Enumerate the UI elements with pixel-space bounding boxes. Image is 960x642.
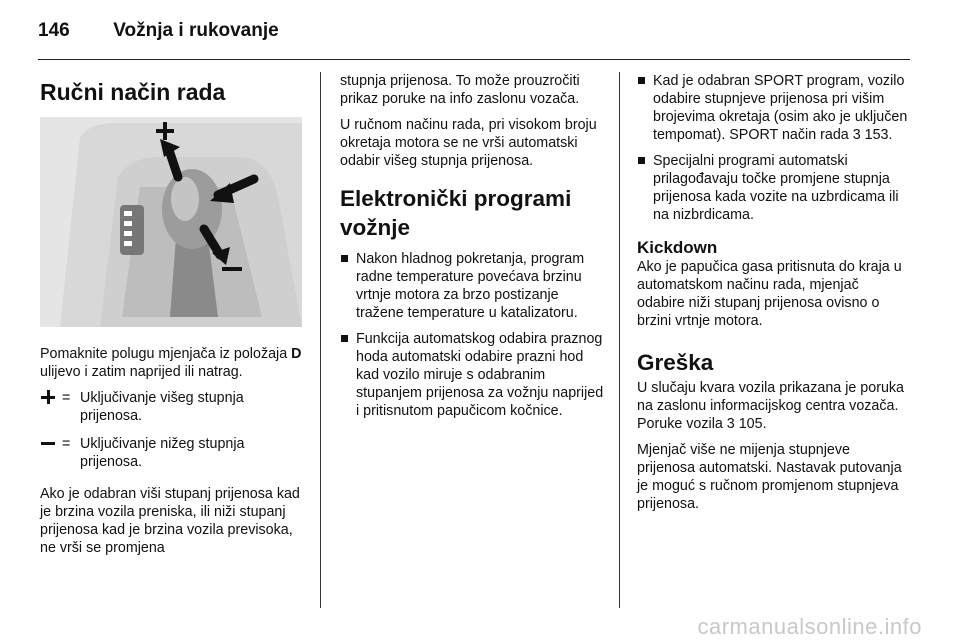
column-1: [40, 72, 306, 565]
shift-paragraph: Ako je odabran viši stupanj prijenosa kad je brzina vozila preniska, ili niži stupanj prijenosa kad je brzina vozila previsoka, ne vrši se promjena: [40, 486, 300, 556]
column-divider-2: [619, 72, 620, 608]
header-rule: [38, 59, 910, 60]
programs-list-continued: [637, 72, 909, 224]
fault-paragraph-2: Mjenjač više ne mijenja stupnjeve prijenosa automatski. Nastavak putovanja je moguć s ručnom promjenom stupnjeva prijenosa.: [637, 442, 902, 512]
list-item: Nakon hladnog pokretanja, program radne temperature povećava brzinu vrtnje motora za brzo postizanje tražene temperature u katalizatoru.: [340, 250, 606, 322]
gear-selector-illustration: [40, 117, 302, 327]
heading-manual-mode: Ručni način rada: [40, 79, 226, 105]
legend-upshift-text: Uključivanje višeg stupnja prijenosa.: [80, 390, 244, 424]
list-item: Specijalni programi automatski prilagođavaju točke promjene stupnja prijenosa kada vozite na uzbrdicama ili na nizbrdicama.: [637, 152, 909, 224]
rpm-paragraph: U ručnom načinu rada, pri visokom broju okretaja motora se ne vrši automatski odabir višeg stupnja prijenosa.: [340, 117, 597, 169]
watermark: carmanualsonline.info: [697, 614, 922, 639]
intro-paragraph: Pomaknite polugu mjenjača iz položaja D ulijevo i zatim naprijed ili natrag.: [40, 346, 302, 380]
heading-kickdown: Kickdown: [637, 238, 718, 257]
page-ref-icon: 3: [852, 127, 861, 143]
plus-icon: [40, 389, 62, 425]
column-divider-1: [320, 72, 321, 608]
heading-electronic-programs: Elektronički programi vožnje: [340, 186, 572, 240]
heading-fault: Greška: [637, 350, 714, 375]
list-item: Funkcija automatskog odabira praznog hoda automatski odabire prazni hod kad vozilo miruje s odabranim stupanjem prijenosa za vožnju naprijed i pritisnutom papučicom kočnice.: [340, 330, 606, 420]
section-title: Vožnja i rukovanje: [113, 20, 279, 41]
list-item: Kad je odabran SPORT program, vozilo odabire stupnjeve prijenosa pri višim brojevima okretaja (osim ako je uključen tempomat). SPORT način rada 3 153.: [637, 72, 909, 144]
legend-downshift-text: Uključivanje nižeg stupnja prijenosa.: [80, 436, 245, 470]
link-vehicle-messages[interactable]: 105: [738, 416, 763, 432]
column-3: [637, 72, 909, 521]
programs-list: [340, 250, 606, 420]
legend-downshift: = Uključivanje nižeg stupnja prijenosa.: [40, 435, 306, 471]
fault-paragraph: U slučaju kvara vozila prikazana je poruka na zaslonu informacijskog centra vozača. Poruke vozila 3 105.: [637, 380, 905, 432]
link-sport-mode[interactable]: 153: [864, 127, 889, 143]
page-ref-icon: 3: [726, 416, 735, 432]
legend-upshift: = Uključivanje višeg stupnja prijenosa.: [40, 389, 306, 425]
continuation-paragraph: stupnja prijenosa. To može prouzročiti prikaz poruke na info zaslonu vozača.: [340, 73, 580, 107]
page-number: 146: [38, 20, 70, 41]
minus-icon: [40, 435, 62, 471]
page-header: [38, 20, 279, 42]
position-d: D: [291, 346, 302, 362]
kickdown-paragraph: Ako je papučica gasa pritisnuta do kraja u automatskom načinu rada, mjenjač odabire niži stupanj prijenosa ovisno o brzini vrtnje motora.: [637, 259, 902, 329]
gear-lever-drawing: [40, 117, 302, 327]
column-2: [340, 72, 606, 428]
